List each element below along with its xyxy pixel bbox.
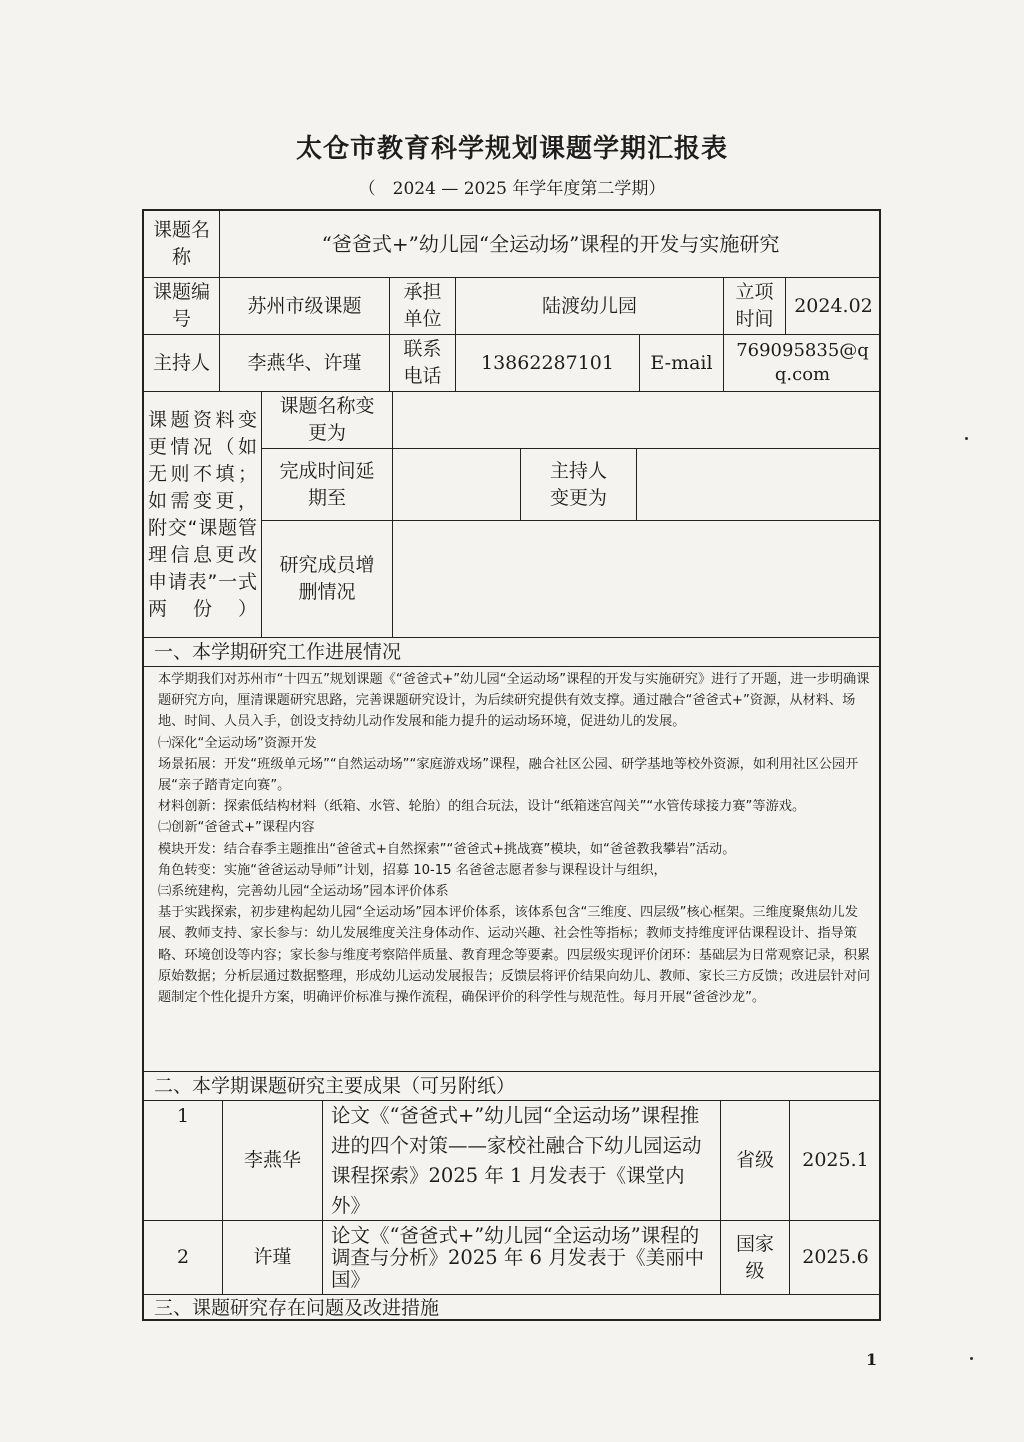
form-title: 太仓市教育科学规划课题学期汇报表 — [295, 134, 728, 164]
progress-paragraph: ㈢系统建构，完善幼儿园“全运动场”园本评价体系 — [158, 884, 449, 900]
section1-title: 一、本学期研究工作进展情况 — [144, 638, 881, 667]
deadline-label: 完成时间延期至 — [262, 449, 393, 521]
result-date: 2025.1 — [790, 1101, 881, 1221]
name-change-label: 课题名称变更为 — [262, 392, 393, 449]
section3-title: 三、课题研究存在问题及改进措施 — [154, 1296, 440, 1319]
name-change-value — [393, 392, 881, 449]
date-label: 立项时间 — [724, 278, 786, 335]
topic-label: 课题名称 — [144, 211, 220, 278]
progress-paragraph: 基于实践探索，初步建构起幼儿园“全运动场”园本评价体系，该体系包含“三维度、四层级”核心框架。三维度聚焦幼儿发展、教师支持、家长参与：幼儿发展维度关注身体动作、运动兴趣、社会性等指标；教师支持维度评估课程设计、指导策略、环境创设等内容；家长参与维度考察陪伴质量、教育理念等要素。四层级实现评价闭环：基础层为日常观察记录，积累原始数据；分析层通过数据整理，形成幼儿运动发展报告；反馈层将评价结果向幼儿、教师、家长三方反馈；改进层针对问题制定个性化提升方案，明确评价标准与操作流程，确保评价的科学性与规范性。每月开展“爸爸沙龙”。 — [158, 905, 871, 1006]
phone-value: 13862287101 — [456, 335, 640, 392]
host-label: 主持人 — [144, 335, 220, 392]
members-value — [393, 521, 881, 638]
number-value: 苏州市级课题 — [220, 278, 390, 335]
phone-label: 联系电话 — [390, 335, 456, 392]
progress-paragraph: ㈠深化“全运动场”资源开发 — [158, 735, 317, 751]
unit-label: 承担单位 — [390, 278, 456, 335]
unit-value: 陆渡幼儿园 — [456, 278, 724, 335]
result-work: 论文《“爸爸式+”幼儿园“全运动场”课程推进的四个对策——家校社融合下幼儿园运动课程探索》2025 年 1 月发表于《课堂内外》 — [323, 1101, 721, 1221]
progress-paragraph: 角色转变：实施“爸爸运动导师”计划，招募 10-15 名爸爸志愿者参与课程设计与组织， — [158, 862, 667, 878]
page-number: 1 — [866, 1350, 878, 1369]
changes-label: 课题资料变更情况（如无则不填；如需变更，附交“课题管理信息更改申请表”一式两份） — [144, 392, 262, 638]
result-level: 省级 — [721, 1101, 790, 1221]
progress-paragraph: ㈡创新“爸爸式+”课程内容 — [158, 820, 315, 836]
host-value: 李燕华、许瑾 — [220, 335, 390, 392]
result-author: 许瑾 — [223, 1221, 323, 1295]
scan-speck — [965, 437, 968, 440]
members-label: 研究成员增删情况 — [262, 521, 393, 638]
report-form — [142, 209, 881, 1321]
section1-content — [144, 667, 881, 1072]
result-date: 2025.6 — [790, 1221, 881, 1295]
number-label: 课题编号 — [144, 278, 220, 335]
result-index: 2 — [144, 1221, 223, 1295]
topic-value: “爸爸式+”幼儿园“全运动场”课程的开发与实施研究 — [220, 211, 881, 278]
host-change-label: 主持人变更为 — [521, 449, 637, 521]
result-level: 国家级 — [721, 1221, 790, 1295]
result-index: 1 — [144, 1101, 223, 1221]
date-value: 2024.02 — [786, 278, 881, 335]
deadline-value — [393, 449, 521, 521]
host-change-value — [637, 449, 881, 521]
result-author: 李燕华 — [223, 1101, 323, 1221]
progress-paragraph: 材料创新：探索低结构材料（纸箱、水管、轮胎）的组合玩法，设计“纸箱迷宫闯关”“水管传球接力赛”等游戏。 — [158, 799, 806, 815]
progress-paragraph: 场景拓展：开发“班级单元场”“自然运动场”“家庭游戏场”课程，融合社区公园、研学基地等校外资源，如利用社区公园开展“亲子踏青定向赛”。 — [158, 756, 859, 794]
progress-paragraph: 模块开发：结合春季主题推出“爸爸式+自然探索”“爸爸式+挑战赛”模块，如“爸爸教我攀岩”活动。 — [158, 841, 736, 857]
result-work: 论文《“爸爸式+”幼儿园“全运动场”课程的调查与分析》2025 年 6 月发表于《美丽中国》 — [323, 1221, 721, 1295]
scan-speck — [970, 1357, 973, 1360]
form-subtitle: （ 2024 — 2025 年学年度第二学期） — [358, 179, 666, 199]
progress-paragraph: 本学期我们对苏州市“十四五”规划课题《“爸爸式+”幼儿园“全运动场”课程的开发与实施研究》进行了开题，进一步明确课题研究方向，厘清课题研究思路，完善课题研究设计，为后续研究提供有效支撑。通过融合“爸爸式+”资源，从材料、场地、时间、人员入手，创设支持幼儿动作发展和能力提升的运动场环境，促进幼儿的发展。 — [158, 672, 870, 730]
section2-title: 二、本学期课题研究主要成果（可另附纸） — [144, 1072, 881, 1101]
email-label: E-mail — [640, 335, 724, 392]
email-value: 769095835@qq.com — [724, 335, 881, 392]
